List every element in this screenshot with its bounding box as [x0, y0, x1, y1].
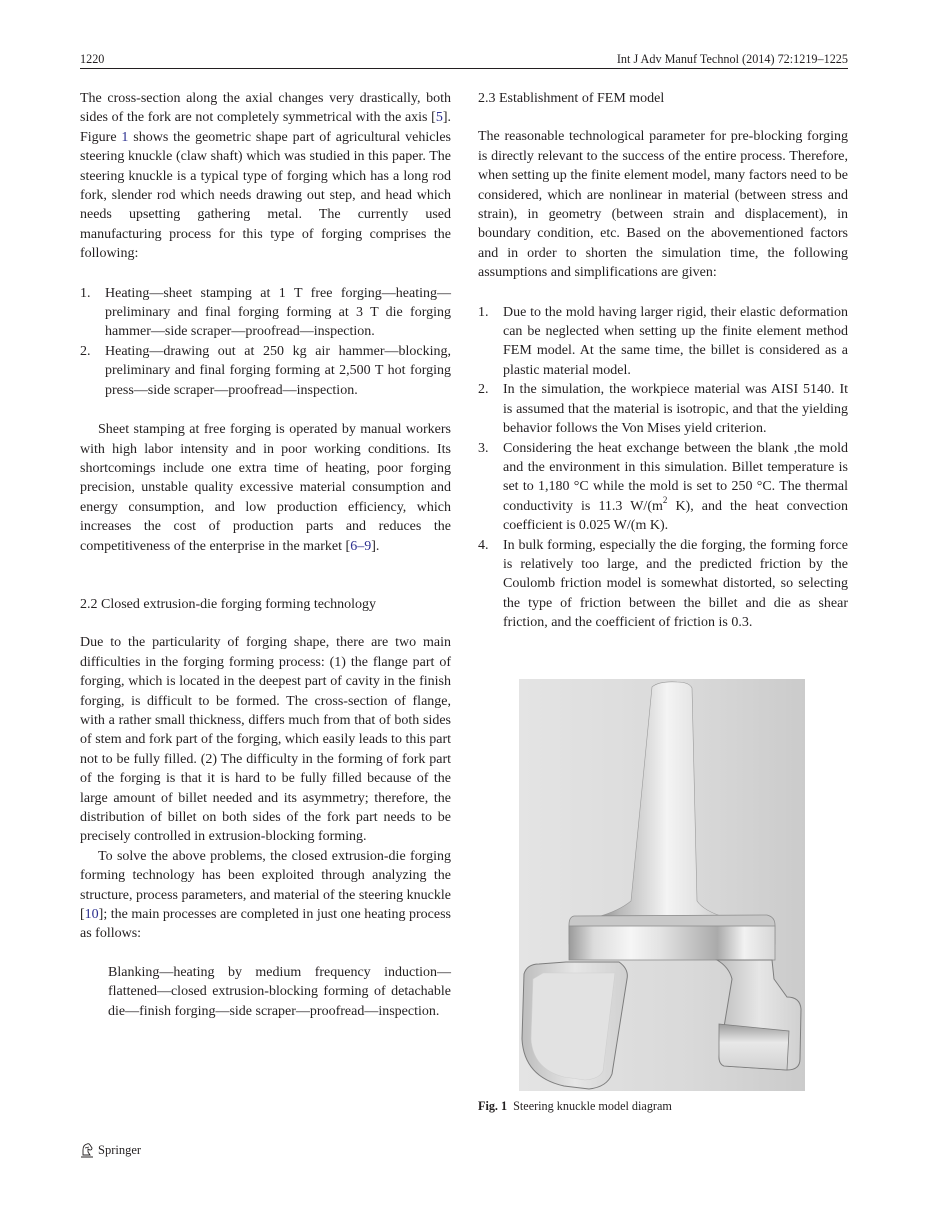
- stamping-paragraph: Sheet stamping at free forging is operated by manual workers with high labor intensity and in poor working conditions. Its shortcomings include one extra time of heating, poor forging precision, unstable quality excessive material consumption and energy consumption, and low production efficiency, which increases the cost of production parts and reduces the competitiveness of the enterprise in the market [6–9].: [80, 422, 451, 554]
- current-process-list: [80, 284, 451, 400]
- section-heading-2-3: 2.3 Establishment of FEM model: [478, 91, 665, 106]
- figure-caption: [478, 1098, 672, 1114]
- figure-caption-text: Steering knuckle model diagram: [513, 1099, 672, 1113]
- running-header: [80, 51, 848, 67]
- figure-label: Fig. 1: [478, 1099, 508, 1113]
- fem-paragraph: The reasonable technological parameter for pre-blocking forging is directly relevant to the success of the entire process. Therefore, when setting up the finite element model, many factors need to be considered, which are nonlinear in material (between stress and strain), in geometry (between strain and displacement), in boundary condition, etc. Based on the abovementioned factors and in order to shorten the simulation time, the following assumptions and simplifications are given:: [478, 129, 848, 281]
- left-column: [80, 89, 451, 1021]
- figure-steering-knuckle: [519, 679, 805, 1091]
- page-number: 1220: [80, 52, 105, 66]
- solution-paragraph: To solve the above problems, the closed extrusion-die forging forming technology has been exploited through analyzing the structure, process parameters, and material of the steering knuckle [10]; the main processes are completed in just one heating process as follows:: [80, 848, 451, 942]
- list-item: 1. Heating—sheet stamping at 1 T free forging—heating—preliminary and final forging forming at 3 T die forging hammer—side scraper—proofread—inspection.: [80, 285, 451, 340]
- publisher-name: Springer: [98, 1143, 142, 1157]
- list-item: 1. Due to the mold having larger rigid, their elastic deformation can be neglected when setting up the finite element method FEM model. At the same time, the billet is considered as a plastic material model.: [478, 304, 848, 378]
- page-footer: [80, 1141, 141, 1159]
- assumptions-list: [478, 303, 848, 633]
- difficulties-paragraph: Due to the particularity of forging shape, there are two main difficulties in the forging forming process: (1) the flange part of forging, which is located in the deepest part of cavity in the finish forging, is difficult to be formed. The cross-section of flange, with a rather small thickness, differs much from that of both sides of stem and fork part of the forging, which easily leads to this part not to be fully filled. (2) The difficulty in the forming of fork part of the forging is that it is hard to be fully filled because of the large amount of billet needed and its asymmetry; therefore, the distribution of billet on both sides of the fork part needs to be precisely controlled in extrusion-blocking forming.: [80, 635, 451, 845]
- list-item: 2. In the simulation, the workpiece material was AISI 5140. It is assumed that the material is isotropic, and that the yielding behavior follows the Von Mises yield criterion.: [478, 382, 848, 437]
- right-column: [478, 89, 848, 633]
- springer-horse-logo-icon: [80, 1142, 94, 1158]
- section-heading-2-2: 2.2 Closed extrusion-die forging forming technology: [80, 596, 377, 612]
- new-process-blockquote: Blanking—heating by medium frequency induction—flattened—closed extrusion-blocking forming of detachable die—finish forging—side scraper—proofread—inspection.: [108, 964, 451, 1019]
- figure-1-link[interactable]: 1: [121, 129, 129, 145]
- journal-citation: Int J Adv Manuf Technol (2014) 72:1219–1225: [616, 52, 848, 66]
- steering-knuckle-model-image: [519, 679, 805, 1091]
- list-item: 4. In bulk forming, especially the die forging, the forming force is relatively too large, and the predicted friction by the Coulomb friction model is somewhat distorted, so selecting the type of friction between the billet and die as shear friction, and the coefficient of friction is 0.3.: [478, 537, 848, 631]
- intro-paragraph: The cross-section along the axial changes very drastically, both sides of the fork are not completely symmetrical with the axis [5]. Figure 1 shows the geometric shape part of agricultural vehicles steering knuckle (claw shaft) which was studied in this paper. The steering knuckle is a typical type of forging which has a long rod fork, slender rod which needs drawing out step, and head which needs upsetting gathering metal. The currently used manufacturing process for this type of forging comprises the following:: [80, 91, 451, 262]
- citation-link-10[interactable]: 10: [84, 907, 99, 923]
- citation-link-6-9[interactable]: 6–9: [350, 538, 372, 554]
- header-rule: [80, 68, 848, 69]
- citation-link-5[interactable]: 5: [435, 110, 443, 126]
- list-item: 2. Heating—drawing out at 250 kg air hammer—blocking, preliminary and final forging forming at 2,500 T hot forging press—side scraper—proofread—inspection.: [80, 343, 451, 398]
- list-item: 3. Considering the heat exchange between the blank ,the mold and the environment in this simulation. Billet temperature is set to 1,180 °C while the mold is set to 250 °C. The thermal conductivity is 11.3 $W/(m^2$ K), and the heat convection coefficient is 0.025 W/(m K).: [478, 440, 849, 534]
